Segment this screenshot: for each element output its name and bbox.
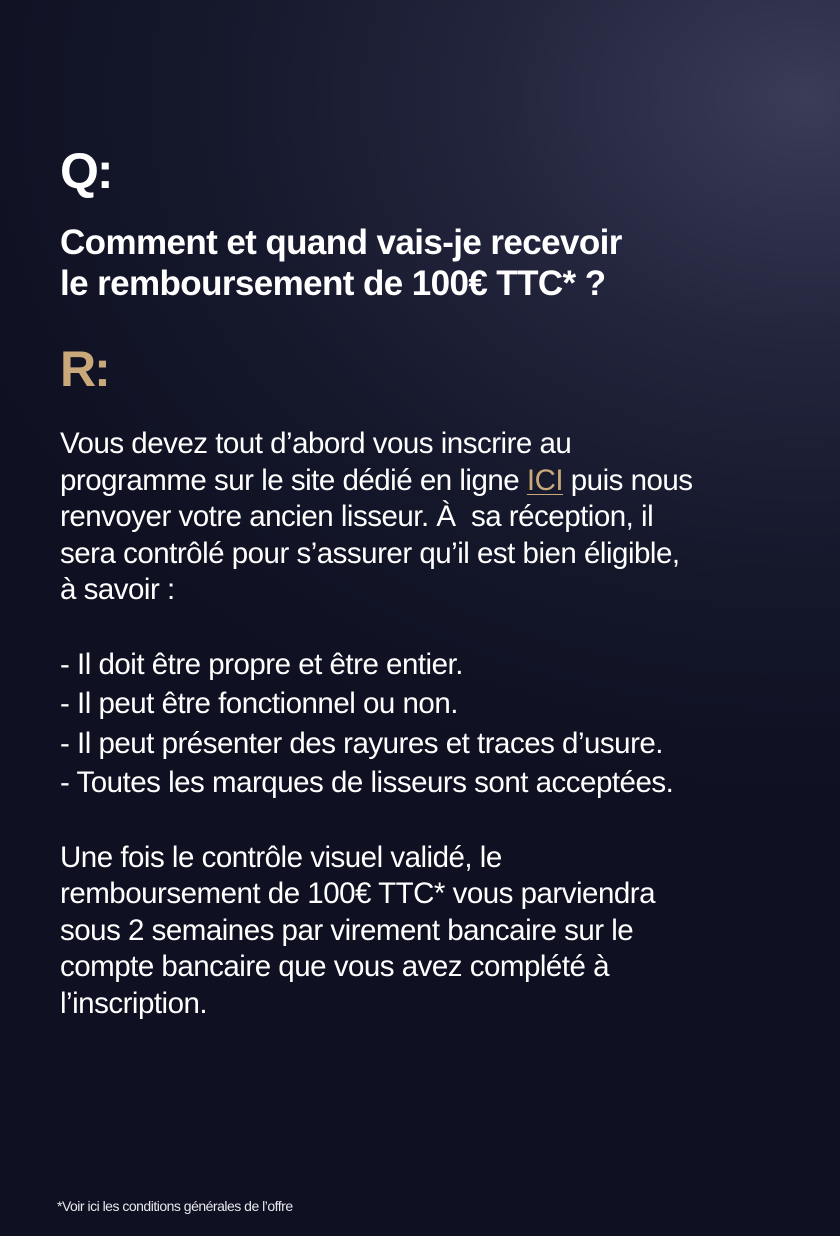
question-line-1: Comment et quand vais-je recevoir bbox=[60, 223, 622, 262]
eligibility-list bbox=[60, 647, 830, 802]
answer-intro-paragraph bbox=[60, 426, 830, 609]
list-item: - Toutes les marques de lisseurs sont acceptées. bbox=[60, 766, 674, 799]
answer-intro-line-5: à savoir : bbox=[60, 573, 175, 606]
answer-conclusion-line-4: compte bancaire que vous avez complété à bbox=[60, 950, 610, 983]
question-line-2: le remboursement de 100€ TTC* ? bbox=[60, 264, 606, 303]
signup-link[interactable]: ICI bbox=[526, 463, 564, 497]
answer-intro-line-1: Vous devez tout d’abord vous inscrire au bbox=[60, 427, 572, 460]
question-marker: Q: bbox=[60, 143, 112, 199]
answer-conclusion-line-1: Une fois le contrôle visuel validé, le bbox=[60, 840, 502, 874]
list-item: - Il doit être propre et être entier. bbox=[60, 647, 463, 681]
answer-marker: R: bbox=[60, 341, 109, 397]
answer-intro-line-2-start: programme sur le site dédié en ligne bbox=[60, 463, 527, 497]
answer-intro-line-2-end: puis nous bbox=[563, 463, 693, 497]
terms-footnote[interactable]: *Voir ici les conditions générales de l’offre bbox=[57, 1198, 293, 1214]
answer-conclusion-line-2: remboursement de 100€ TTC* vous parviendra bbox=[60, 877, 655, 910]
list-item: - Il peut présenter des rayures et traces d’usure. bbox=[60, 726, 663, 760]
answer-conclusion-line-3: sous 2 semaines par virement bancaire sur le bbox=[60, 913, 634, 947]
answer-body bbox=[60, 426, 830, 1022]
answer-conclusion-paragraph bbox=[60, 840, 830, 1023]
question-heading bbox=[60, 222, 622, 304]
list-item: - Il peut être fonctionnel ou non. bbox=[60, 687, 458, 720]
answer-intro-line-4: sera contrôlé pour s’assurer qu’il est bien éligible, bbox=[60, 536, 680, 570]
answer-intro-line-3: renvoyer votre ancien lisseur. À sa réception, il bbox=[60, 500, 654, 533]
answer-conclusion-line-5: l’inscription. bbox=[60, 986, 208, 1020]
